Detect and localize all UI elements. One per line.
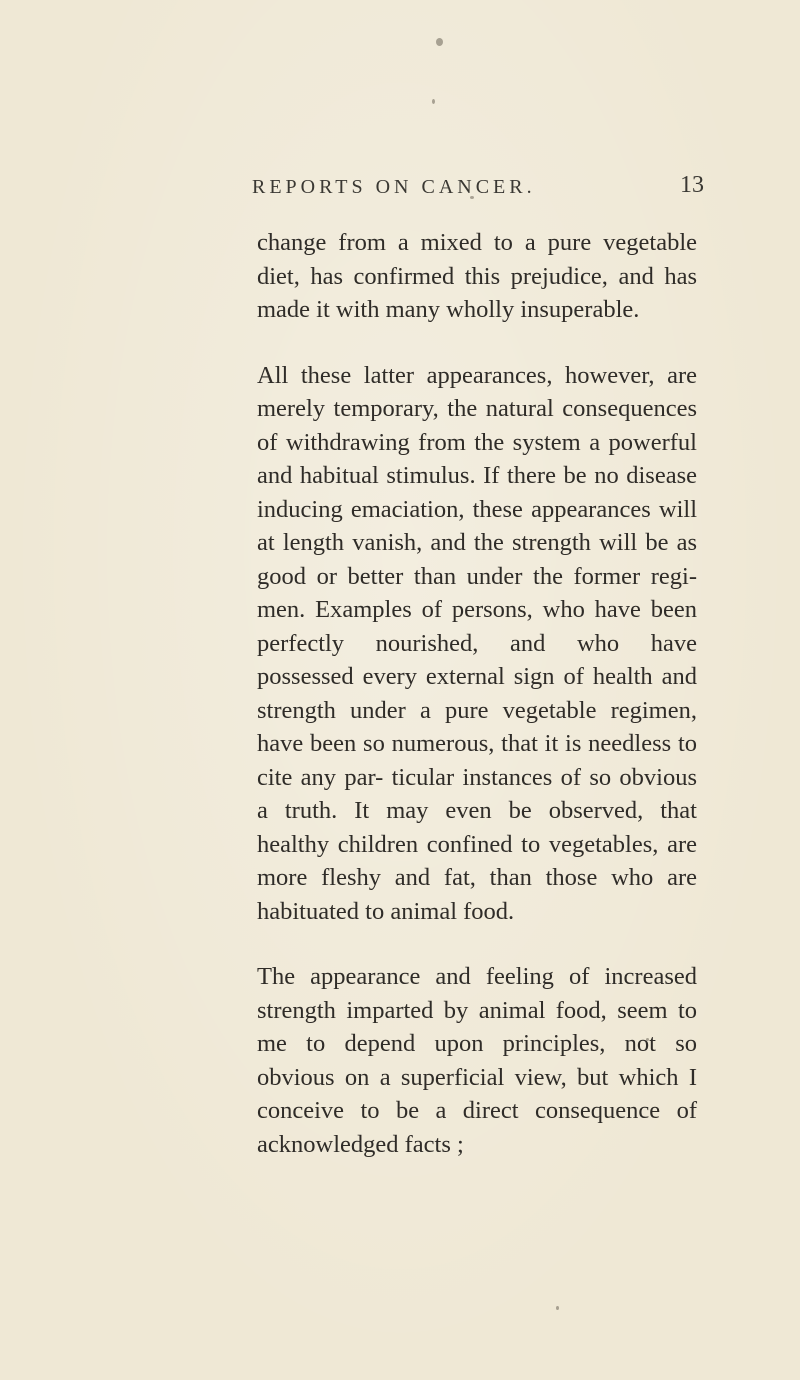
body-text (257, 226, 697, 1193)
running-header (252, 172, 712, 206)
paper-speck (556, 1306, 559, 1310)
paper-speck (436, 38, 443, 46)
paragraph-2: All these latter appearances, however, are merely temporary, the natural consequences of withdrawing from the system a powerful and habitual stimulus. If there be no disease inducing emaciation, these appearances will at length vanish, and the strength will be as good or better than under the former regi- men. Examples of persons, who have been perfectly nourished, and who have possessed every external sign of health and strength under a pure vegetable regimen, have been so numerous, that it is needless to cite any par- ticular instances of so obvious a truth. It may even be observed, that healthy children confined to vegetables, are more fleshy and fat, than those who are habituated to animal food. (257, 361, 697, 925)
paragraph-1: change from a mixed to a pure vegetable diet, has confirmed this prejudice, and has made it with many wholly insuperable. (257, 229, 697, 323)
paper-speck (432, 99, 435, 104)
page-number: 13 (680, 172, 704, 198)
paragraph-3: The appearance and feeling of increased strength imparted by animal food, seem to me to depend upon principles, not so obvious on a superficial view, but which I conceive to be a direct consequence of acknowledged facts ; (257, 963, 697, 1158)
running-title: REPORTS ON CANCER. (252, 176, 536, 198)
